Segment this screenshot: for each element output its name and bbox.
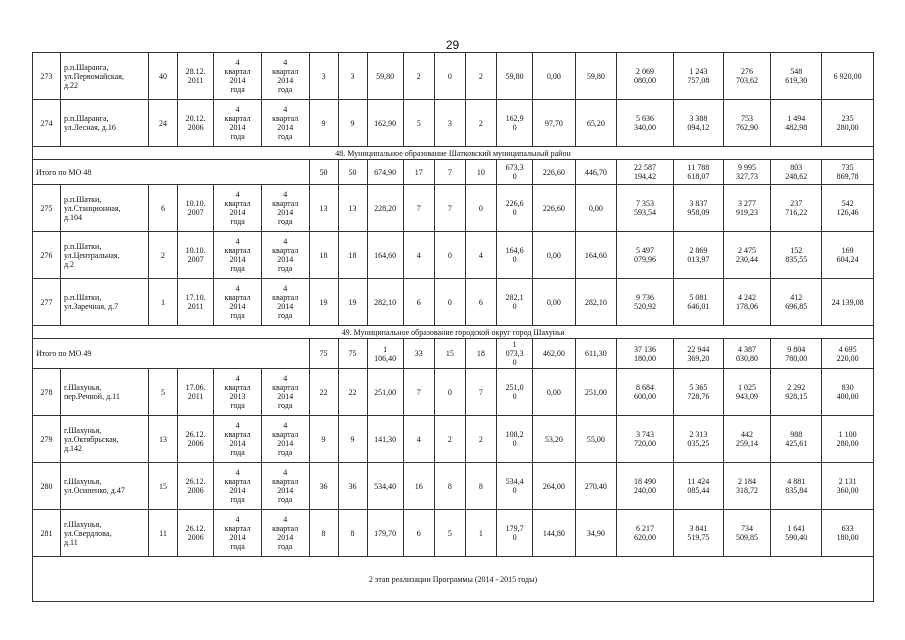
house-address: г.Шахунья, пер.Речной, д.11: [60, 369, 148, 416]
quarter-cell: 4 квартал 2014 года: [261, 463, 309, 510]
cell-value: 9: [309, 416, 338, 463]
cell-value: 7 353 593,54: [617, 185, 674, 232]
cell-value: 3: [338, 53, 367, 100]
quarter-cell: 4 квартал 2014 года: [214, 416, 262, 463]
total-value: 673,3 0: [496, 160, 532, 185]
table-row: [33, 416, 874, 463]
quarter-cell: 4 квартал 2014 года: [261, 279, 309, 326]
total-value: 50: [309, 160, 338, 185]
house-address: г.Шахунья, ул.Свердлова, д.11: [60, 510, 148, 557]
cell-value: 5 497 079,96: [617, 232, 674, 279]
cell-value: 152 835,55: [771, 232, 822, 279]
cell-value: 282,10: [575, 279, 616, 326]
quarter-cell: 4 квартал 2014 года: [214, 463, 262, 510]
cell-value: 9: [338, 100, 367, 147]
total-value: 1 073,3 0: [496, 339, 532, 369]
cell-value: 164,60: [575, 232, 616, 279]
cell-value: 5 636 340,00: [617, 100, 674, 147]
total-value: 10: [465, 160, 496, 185]
cell-value: 0,00: [533, 279, 575, 326]
cell-value: 7: [403, 369, 434, 416]
cell-value: 3 841 519,75: [674, 510, 724, 557]
cell-value: 164,6 0: [496, 232, 532, 279]
cell-value: 0: [434, 232, 465, 279]
cell-value: 542 126,46: [822, 185, 874, 232]
quarter-cell: 4 квартал 2014 года: [214, 100, 262, 147]
cell-value: 2: [465, 53, 496, 100]
cell-value: 534,40: [367, 463, 403, 510]
cell-value: 2: [148, 232, 177, 279]
table-row: [33, 463, 874, 510]
cell-value: 412 696,85: [771, 279, 822, 326]
total-value: 1 106,40: [367, 339, 403, 369]
total-value: 15: [434, 339, 465, 369]
cell-value: 18: [309, 232, 338, 279]
cell-value: 108,2 0: [496, 416, 532, 463]
quarter-cell: 4 квартал 2013 года: [214, 369, 262, 416]
total-value: 33: [403, 339, 434, 369]
cell-value: 2: [403, 53, 434, 100]
total-value: 22 944 369,20: [674, 339, 724, 369]
cell-value: 22: [338, 369, 367, 416]
cell-value: 11 424 085,44: [674, 463, 724, 510]
cell-value: 1 243 757,08: [674, 53, 724, 100]
cell-value: 179,70: [367, 510, 403, 557]
stage-title: 2 этап реализации Программы (2014 - 2015 годы): [33, 557, 874, 602]
cell-value: 8 684 600,00: [617, 369, 674, 416]
row-number: 279: [33, 416, 61, 463]
cell-value: 4: [403, 232, 434, 279]
cell-value: 0,00: [575, 185, 616, 232]
total-row: [33, 160, 874, 185]
cell-value: 2: [465, 100, 496, 147]
cell-value: 9 736 520,92: [617, 279, 674, 326]
cell-value: 6: [403, 510, 434, 557]
quarter-cell: 4 квартал 2014 года: [261, 369, 309, 416]
total-value: 11 788 618,07: [674, 160, 724, 185]
cell-value: 2 131 360,00: [822, 463, 874, 510]
row-number: 280: [33, 463, 61, 510]
cell-value: 251,00: [575, 369, 616, 416]
cell-value: 40: [148, 53, 177, 100]
cell-value: 1 494 482,98: [771, 100, 822, 147]
date-cell: 10.10. 2007: [177, 185, 213, 232]
cell-value: 144,80: [533, 510, 575, 557]
page-number: 29: [445, 38, 460, 52]
cell-value: 633 180,00: [822, 510, 874, 557]
row-number: 273: [33, 53, 61, 100]
cell-value: 19: [338, 279, 367, 326]
cell-value: 3 837 958,09: [674, 185, 724, 232]
date-cell: 28.12. 2011: [177, 53, 213, 100]
cell-value: 2 869 013,97: [674, 232, 724, 279]
cell-value: 3 277 919,23: [723, 185, 771, 232]
cell-value: 141,30: [367, 416, 403, 463]
cell-value: 0,00: [533, 232, 575, 279]
section-title: 49. Муниципальное образование городской округ город Шахунья: [33, 326, 874, 339]
cell-value: 5: [148, 369, 177, 416]
cell-value: 830 400,00: [822, 369, 874, 416]
total-value: 674,90: [367, 160, 403, 185]
total-value: 446,70: [575, 160, 616, 185]
house-address: р.п.Шатки, ул.Центральная, д.2: [60, 232, 148, 279]
table-row: [33, 510, 874, 557]
cell-value: 251,00: [367, 369, 403, 416]
cell-value: 2 475 230,44: [723, 232, 771, 279]
cell-value: 226,6 0: [496, 185, 532, 232]
total-value: 37 136 180,00: [617, 339, 674, 369]
cell-value: 734 509,85: [723, 510, 771, 557]
row-number: 276: [33, 232, 61, 279]
house-address: р.п.Шатки, ул.Станционная, д.104: [60, 185, 148, 232]
cell-value: 5: [403, 100, 434, 147]
table-row: [33, 279, 874, 326]
date-cell: 20.12. 2006: [177, 100, 213, 147]
row-number: 278: [33, 369, 61, 416]
total-value: 4 695 220,00: [822, 339, 874, 369]
total-label: Итого по МО 49: [33, 339, 310, 369]
house-address: р.п.Шаранга, ул.Первомайская, д.22: [60, 53, 148, 100]
cell-value: 169 604,24: [822, 232, 874, 279]
cell-value: 9: [309, 100, 338, 147]
table-row: [33, 369, 874, 416]
cell-value: 36: [309, 463, 338, 510]
cell-value: 1 641 590,40: [771, 510, 822, 557]
cell-value: 548 619,30: [771, 53, 822, 100]
quarter-cell: 4 квартал 2014 года: [214, 279, 262, 326]
cell-value: 24: [148, 100, 177, 147]
table-row: [33, 53, 874, 100]
cell-value: 4 242 178,06: [723, 279, 771, 326]
total-value: 18: [465, 339, 496, 369]
quarter-cell: 4 квартал 2014 года: [261, 416, 309, 463]
total-value: 7: [434, 160, 465, 185]
cell-value: 59,80: [496, 53, 532, 100]
cell-value: 5 081 646,01: [674, 279, 724, 326]
cell-value: 5 365 728,76: [674, 369, 724, 416]
cell-value: 65,20: [575, 100, 616, 147]
cell-value: 15: [148, 463, 177, 510]
cell-value: 162,90: [367, 100, 403, 147]
cell-value: 18: [338, 232, 367, 279]
cell-value: 2 069 080,00: [617, 53, 674, 100]
cell-value: 3: [309, 53, 338, 100]
cell-value: 8: [338, 510, 367, 557]
cell-value: 18 490 240,00: [617, 463, 674, 510]
cell-value: 2 313 035,25: [674, 416, 724, 463]
cell-value: 2: [434, 416, 465, 463]
quarter-cell: 4 квартал 2014 года: [261, 510, 309, 557]
cell-value: 7: [434, 185, 465, 232]
cell-value: 228,20: [367, 185, 403, 232]
cell-value: 988 425,61: [771, 416, 822, 463]
cell-value: 9: [338, 416, 367, 463]
cell-value: 0: [434, 279, 465, 326]
quarter-cell: 4 квартал 2014 года: [214, 232, 262, 279]
cell-value: 3: [434, 100, 465, 147]
cell-value: 251,0 0: [496, 369, 532, 416]
cell-value: 4: [403, 416, 434, 463]
row-number: 281: [33, 510, 61, 557]
row-number: 275: [33, 185, 61, 232]
total-value: 17: [403, 160, 434, 185]
cell-value: 59,80: [367, 53, 403, 100]
cell-value: 4 881 835,84: [771, 463, 822, 510]
cell-value: 36: [338, 463, 367, 510]
table-row: [33, 232, 874, 279]
cell-value: 6 920,00: [822, 53, 874, 100]
total-value: 75: [309, 339, 338, 369]
total-value: 803 248,62: [771, 160, 822, 185]
total-row: [33, 339, 874, 369]
date-cell: 26.12. 2006: [177, 463, 213, 510]
section-title: 48. Муниципальное образование Шатковский муниципальный район: [33, 147, 874, 160]
cell-value: 1 025 943,09: [723, 369, 771, 416]
table-row: [33, 185, 874, 232]
cell-value: 13: [338, 185, 367, 232]
row-number: 274: [33, 100, 61, 147]
cell-value: 226,60: [533, 185, 575, 232]
cell-value: 5: [434, 510, 465, 557]
cell-value: 753 762,90: [723, 100, 771, 147]
cell-value: 164,60: [367, 232, 403, 279]
total-value: 462,00: [533, 339, 575, 369]
cell-value: 6: [148, 185, 177, 232]
total-value: 4 387 030,80: [723, 339, 771, 369]
housing-program-table: [32, 52, 874, 602]
cell-value: 6 217 620,00: [617, 510, 674, 557]
cell-value: 264,00: [533, 463, 575, 510]
cell-value: 97,70: [533, 100, 575, 147]
quarter-cell: 4 квартал 2014 года: [261, 100, 309, 147]
table-body: [33, 53, 874, 602]
total-value: 226,60: [533, 160, 575, 185]
cell-value: 13: [309, 185, 338, 232]
cell-value: 55,00: [575, 416, 616, 463]
cell-value: 1: [148, 279, 177, 326]
quarter-cell: 4 квартал 2014 года: [261, 232, 309, 279]
table-row: [33, 100, 874, 147]
cell-value: 22: [309, 369, 338, 416]
quarter-cell: 4 квартал 2014 года: [214, 53, 262, 100]
quarter-cell: 4 квартал 2014 года: [214, 510, 262, 557]
cell-value: 162,9 0: [496, 100, 532, 147]
date-cell: 17.10. 2011: [177, 279, 213, 326]
house-address: г.Шахунья, ул.Осипенко, д.47: [60, 463, 148, 510]
cell-value: 179,7 0: [496, 510, 532, 557]
cell-value: 0,00: [533, 53, 575, 100]
cell-value: 19: [309, 279, 338, 326]
total-value: 22 587 194,42: [617, 160, 674, 185]
quarter-cell: 4 квартал 2014 года: [214, 185, 262, 232]
cell-value: 59,80: [575, 53, 616, 100]
cell-value: 24 139,08: [822, 279, 874, 326]
quarter-cell: 4 квартал 2014 года: [261, 53, 309, 100]
cell-value: 1 100 280,00: [822, 416, 874, 463]
total-value: 9 804 780,00: [771, 339, 822, 369]
cell-value: 6: [403, 279, 434, 326]
row-number: 277: [33, 279, 61, 326]
cell-value: 4: [465, 232, 496, 279]
total-value: 50: [338, 160, 367, 185]
quarter-cell: 4 квартал 2014 года: [261, 185, 309, 232]
cell-value: 34,90: [575, 510, 616, 557]
cell-value: 0,00: [533, 369, 575, 416]
cell-value: 7: [465, 369, 496, 416]
cell-value: 276 703,62: [723, 53, 771, 100]
cell-value: 2: [465, 416, 496, 463]
cell-value: 8: [465, 463, 496, 510]
date-cell: 26.12. 2006: [177, 416, 213, 463]
date-cell: 10.10. 2007: [177, 232, 213, 279]
stage-row: [33, 557, 874, 602]
cell-value: 7: [403, 185, 434, 232]
total-value: 735 869,78: [822, 160, 874, 185]
cell-value: 3 743 720,00: [617, 416, 674, 463]
cell-value: 1: [465, 510, 496, 557]
total-value: 9 995 327,73: [723, 160, 771, 185]
cell-value: 53,20: [533, 416, 575, 463]
section-header-row: [33, 326, 874, 339]
house-address: г.Шахунья, ул.Октябрьская, д.142: [60, 416, 148, 463]
cell-value: 3 388 094,12: [674, 100, 724, 147]
date-cell: 17.06. 2011: [177, 369, 213, 416]
section-header-row: [33, 147, 874, 160]
total-value: 611,30: [575, 339, 616, 369]
total-value: 75: [338, 339, 367, 369]
cell-value: 282,10: [367, 279, 403, 326]
cell-value: 0: [465, 185, 496, 232]
cell-value: 442 259,14: [723, 416, 771, 463]
cell-value: 16: [403, 463, 434, 510]
total-label: Итого по МО 48: [33, 160, 310, 185]
cell-value: 6: [465, 279, 496, 326]
cell-value: 0: [434, 369, 465, 416]
cell-value: 2 184 318,72: [723, 463, 771, 510]
cell-value: 237 716,22: [771, 185, 822, 232]
cell-value: 0: [434, 53, 465, 100]
cell-value: 13: [148, 416, 177, 463]
cell-value: 534,4 0: [496, 463, 532, 510]
house-address: р.п.Шаранга, ул.Лесная, д.16: [60, 100, 148, 147]
cell-value: 8: [434, 463, 465, 510]
cell-value: 2 292 928,15: [771, 369, 822, 416]
cell-value: 235 280,00: [822, 100, 874, 147]
cell-value: 270,40: [575, 463, 616, 510]
cell-value: 282,1 0: [496, 279, 532, 326]
cell-value: 8: [309, 510, 338, 557]
cell-value: 11: [148, 510, 177, 557]
house-address: р.п.Шатки, ул.Заречная, д.7: [60, 279, 148, 326]
date-cell: 26.12. 2006: [177, 510, 213, 557]
